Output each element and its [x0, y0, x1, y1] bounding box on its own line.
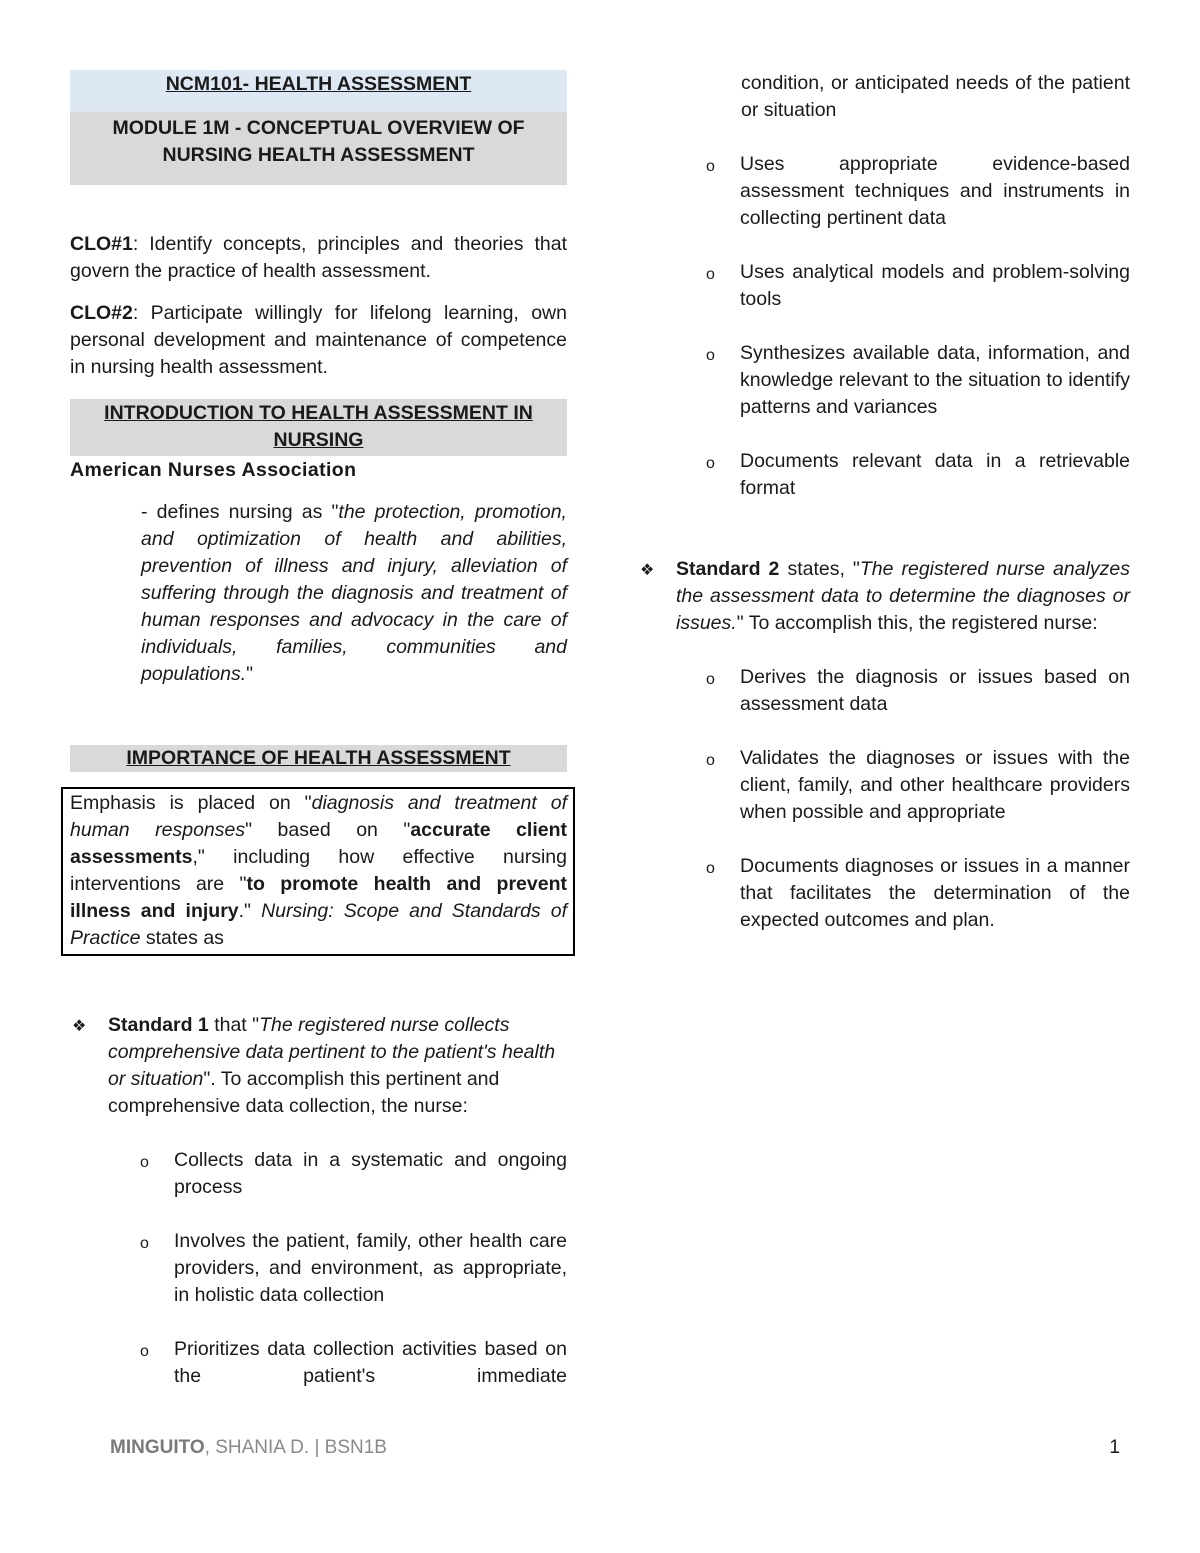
- footer-surname: MINGUITO: [110, 1437, 205, 1458]
- definition-suffix: ": [246, 663, 254, 685]
- definition-quote: the protection, promotion, and optimization of health and abilities, prevention of illness and injury, alleviation of suffering through the diagnosis and treatment of human responses and advocacy in the care of individuals, families, communities and populations.: [141, 501, 567, 685]
- standard-1-t2: ". To accomplish this pertinent and comprehensive data collection, the nurse:: [108, 1068, 500, 1117]
- clo-1-text: : Identify concepts, principles and theories that govern the practice of health assessment.: [70, 233, 567, 282]
- standard-2: [638, 556, 1130, 637]
- diamond-bullet-icon: ❖: [72, 1018, 87, 1035]
- list-item-text: Validates the diagnoses or issues with the client, family, and other healthcare providers when possible and appropriate: [740, 747, 1130, 823]
- list-item: [706, 340, 1130, 421]
- importance-t4: accurate client assessments: [70, 819, 567, 868]
- list-item-text: Documents relevant data in a retrievable format: [740, 450, 1130, 499]
- nursing-definition: [141, 499, 567, 688]
- list-item: [706, 853, 1130, 934]
- list-item: [706, 745, 1130, 826]
- list-item: [140, 1228, 567, 1309]
- list-item: [706, 664, 1130, 718]
- circle-bullet-icon: o: [706, 860, 715, 877]
- standard-1-t1: that ": [208, 1014, 260, 1036]
- circle-bullet-icon: o: [140, 1235, 149, 1252]
- importance-t9: states as: [140, 927, 224, 949]
- circle-bullet-icon: o: [706, 347, 715, 364]
- circle-bullet-icon: o: [140, 1343, 149, 1360]
- importance-t7: .": [238, 900, 262, 922]
- circle-bullet-icon: o: [706, 266, 715, 283]
- ana-heading: American Nurses Association: [70, 459, 357, 481]
- list-item-continued: condition, or anticipated needs of the patient or situation: [741, 72, 1130, 121]
- importance-t8: Nursing: Scope and Standards of Practice: [70, 900, 568, 949]
- definition-prefix: - defines nursing as ": [141, 501, 339, 523]
- standard-2-quote: The registered nurse analyzes the assessment data to determine the diagnoses or issues.: [676, 558, 1131, 634]
- circle-bullet-icon: o: [140, 1154, 149, 1171]
- module-title-line1: MODULE 1M - CONCEPTUAL OVERVIEW OF: [112, 117, 525, 139]
- importance-t1: Emphasis is placed on ": [70, 792, 312, 814]
- list-item: [140, 1336, 567, 1390]
- list-item-text: Prioritizes data collection activities based on the patient's immediate: [174, 1338, 567, 1387]
- page-footer: [110, 1434, 1120, 1461]
- module-title-line2: NURSING HEALTH ASSESSMENT: [162, 144, 475, 166]
- circle-bullet-icon: o: [706, 455, 715, 472]
- list-item-text: Collects data in a systematic and ongoing process: [174, 1149, 567, 1198]
- intro-heading-line2: NURSING: [273, 429, 364, 451]
- standard-1-text: [108, 1012, 567, 1120]
- importance-heading: IMPORTANCE OF HEALTH ASSESSMENT: [70, 745, 567, 772]
- importance-t3: " based on ": [245, 819, 411, 841]
- course-title: [70, 70, 567, 112]
- importance-box: [61, 787, 575, 956]
- list-item: [706, 448, 1130, 502]
- page-number: 1: [1109, 1437, 1120, 1458]
- clo-1: [70, 231, 567, 285]
- standard-2-t2: " To accomplish this, the registered nurse:: [736, 612, 1098, 634]
- list-item-text: Uses appropriate evidence-based assessment techniques and instruments in collecting pertinent data: [740, 153, 1130, 229]
- clo-2-label: CLO#2: [70, 302, 133, 324]
- standard-1-list-continued: [706, 70, 1130, 502]
- right-column: [638, 70, 1130, 934]
- list-item: [140, 1147, 567, 1201]
- standard-1: [70, 1012, 567, 1120]
- importance-t2: diagnosis and treatment of human responses: [70, 792, 568, 841]
- course-title-text: NCM101- HEALTH ASSESSMENT: [165, 73, 472, 95]
- standard-2-label: Standard 2: [676, 558, 780, 580]
- list-item-text: Documents diagnoses or issues in a manner that facilitates the determination of the expected outcomes and plan.: [740, 855, 1130, 931]
- standard-2-text: [676, 556, 1130, 637]
- diamond-bullet-icon: ❖: [640, 562, 655, 579]
- circle-bullet-icon: o: [706, 158, 715, 175]
- standard-2-t1: states, ": [779, 558, 860, 580]
- importance-t5: ," including how effective nursing interventions are ": [70, 846, 567, 895]
- list-item-text: Uses analytical models and problem-solving tools: [740, 261, 1130, 310]
- circle-bullet-icon: o: [706, 752, 715, 769]
- list-item-text: Synthesizes available data, information, and knowledge relevant to the situation to identify patterns and variances: [740, 342, 1130, 418]
- list-item-text: Derives the diagnosis or issues based on assessment data: [740, 666, 1130, 715]
- list-item: [706, 259, 1130, 313]
- list-item: [706, 151, 1130, 232]
- clo-2: [70, 300, 567, 381]
- intro-heading: [70, 399, 567, 456]
- standard-1-list: [140, 1147, 567, 1390]
- clo-2-text: : Participate willingly for lifelong learning, own personal development and maintenance of competence in nursing health assessment.: [70, 302, 567, 378]
- circle-bullet-icon: o: [706, 671, 715, 688]
- left-column: [70, 70, 567, 1390]
- module-title: [70, 112, 567, 185]
- standard-1-label: Standard 1: [108, 1014, 209, 1036]
- list-item-text: Involves the patient, family, other health care providers, and environment, as appropriate, in holistic data collection: [174, 1230, 567, 1306]
- intro-heading-line1: INTRODUCTION TO HEALTH ASSESSMENT IN: [104, 402, 533, 424]
- importance-t6: to promote health and prevent illness and injury: [70, 873, 567, 922]
- footer-name-rest: , SHANIA D. | BSN1B: [204, 1437, 387, 1458]
- standard-1-quote: The registered nurse collects comprehensive data pertinent to the patient's health or situation: [108, 1014, 556, 1090]
- standard-2-list: [706, 664, 1130, 934]
- clo-1-label: CLO#1: [70, 233, 133, 255]
